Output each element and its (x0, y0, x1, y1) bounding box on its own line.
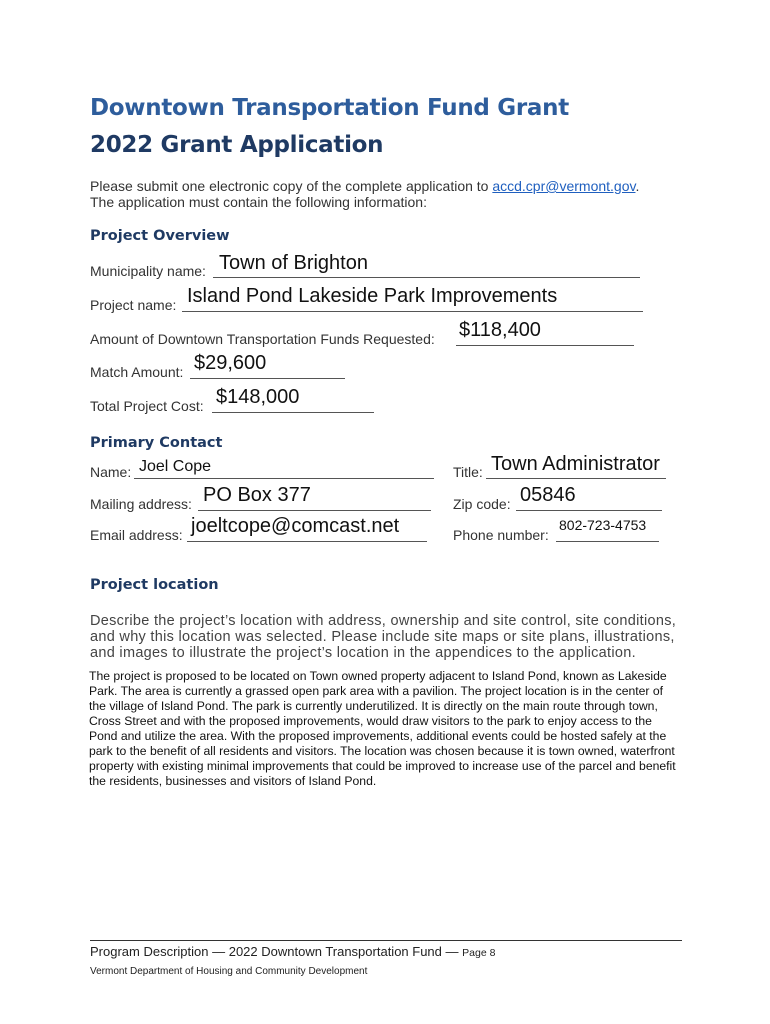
phone-number-field[interactable]: 802-723-4753 (559, 517, 647, 533)
contact-name-field[interactable]: Joel Cope (139, 458, 212, 475)
email-address-label: Email address: (90, 527, 183, 543)
footer-program-description (90, 944, 495, 959)
project-name-label: Project name: (90, 297, 177, 313)
project-location-instructions: Describe the project’s location with address, ownership and site control, site conditions, and why this location was selected. Please include site maps or site plans, illustrations, and images to illustrate the project’s location in the appendices to the application. (90, 613, 677, 661)
project-location-heading: Project location (90, 577, 219, 593)
intro-line-1 (90, 178, 639, 194)
total-cost-field[interactable]: $148,000 (216, 386, 300, 408)
footer-department: Vermont Department of Housing and Community Development (90, 966, 368, 977)
municipality-label: Municipality name: (90, 263, 206, 279)
match-amount-field[interactable]: $29,600 (194, 352, 267, 374)
amount-requested-line (456, 345, 634, 346)
contact-title-line (486, 478, 666, 479)
phone-number-label: Phone number: (453, 527, 549, 543)
zip-code-field[interactable]: 05846 (520, 484, 576, 506)
match-amount-label: Match Amount: (90, 364, 184, 380)
mailing-address-line (198, 510, 431, 511)
email-address-field[interactable]: joeltcope@comcast.net (191, 515, 400, 537)
primary-contact-heading: Primary Contact (90, 435, 223, 451)
mailing-address-field[interactable]: PO Box 377 (203, 484, 311, 506)
email-address-line (187, 541, 427, 542)
match-amount-line (190, 378, 345, 379)
municipality-field[interactable]: Town of Brighton (219, 252, 368, 274)
zip-code-line (516, 510, 662, 511)
contact-title-label: Title: (453, 464, 483, 480)
project-location-response[interactable]: The project is proposed to be located on Town owned property adjacent to Island Pond, known as Lakeside Park. The area is currently a grassed open park area with a pavilion. The project location is in the center of the village of Island Pond. The park is currently underutilized. It is directly on the main route through town, Cross Street and with the proposed improvements, would draw visitors to the park to enjoy access to the Pond and utilize the area. With the proposed improvements, additional events could be hosted safely at the park to the benefit of all residents and visitors. The location was chosen because it is town owned, waterfront property with existing minimal improvements that could be improved to increase use of the parcel and benefit the residents, businesses and visitors of Island Pond. (89, 669, 676, 788)
municipality-line (213, 277, 640, 278)
program-description-text: Program Description — 2022 Downtown Transportation Fund — (90, 944, 459, 959)
total-cost-label: Total Project Cost: (90, 398, 204, 414)
page-number: Page 8 (462, 947, 496, 959)
amount-requested-label: Amount of Downtown Transportation Funds Requested: (90, 331, 435, 347)
intro-period: . (635, 178, 640, 194)
footer-divider (90, 940, 682, 941)
project-overview-heading: Project Overview (90, 228, 230, 244)
mailing-address-label: Mailing address: (90, 496, 192, 512)
amount-requested-field[interactable]: $118,400 (459, 319, 541, 341)
submission-email-link[interactable]: accd.cpr@vermont.gov (492, 178, 636, 194)
project-name-field[interactable]: Island Pond Lakeside Park Improvements (187, 285, 558, 307)
document-subtitle: 2022 Grant Application (90, 132, 384, 158)
project-name-line (182, 311, 643, 312)
phone-number-line (556, 541, 659, 542)
contact-name-label: Name: (90, 464, 132, 480)
zip-code-label: Zip code: (453, 496, 511, 512)
contact-name-line (134, 478, 434, 479)
total-cost-line (212, 412, 374, 413)
intro-text: Please submit one electronic copy of the complete application to (90, 178, 493, 194)
intro-line-2: The application must contain the following information: (90, 194, 427, 210)
contact-title-field[interactable]: Town Administrator (491, 453, 660, 475)
document-title: Downtown Transportation Fund Grant (90, 95, 569, 121)
